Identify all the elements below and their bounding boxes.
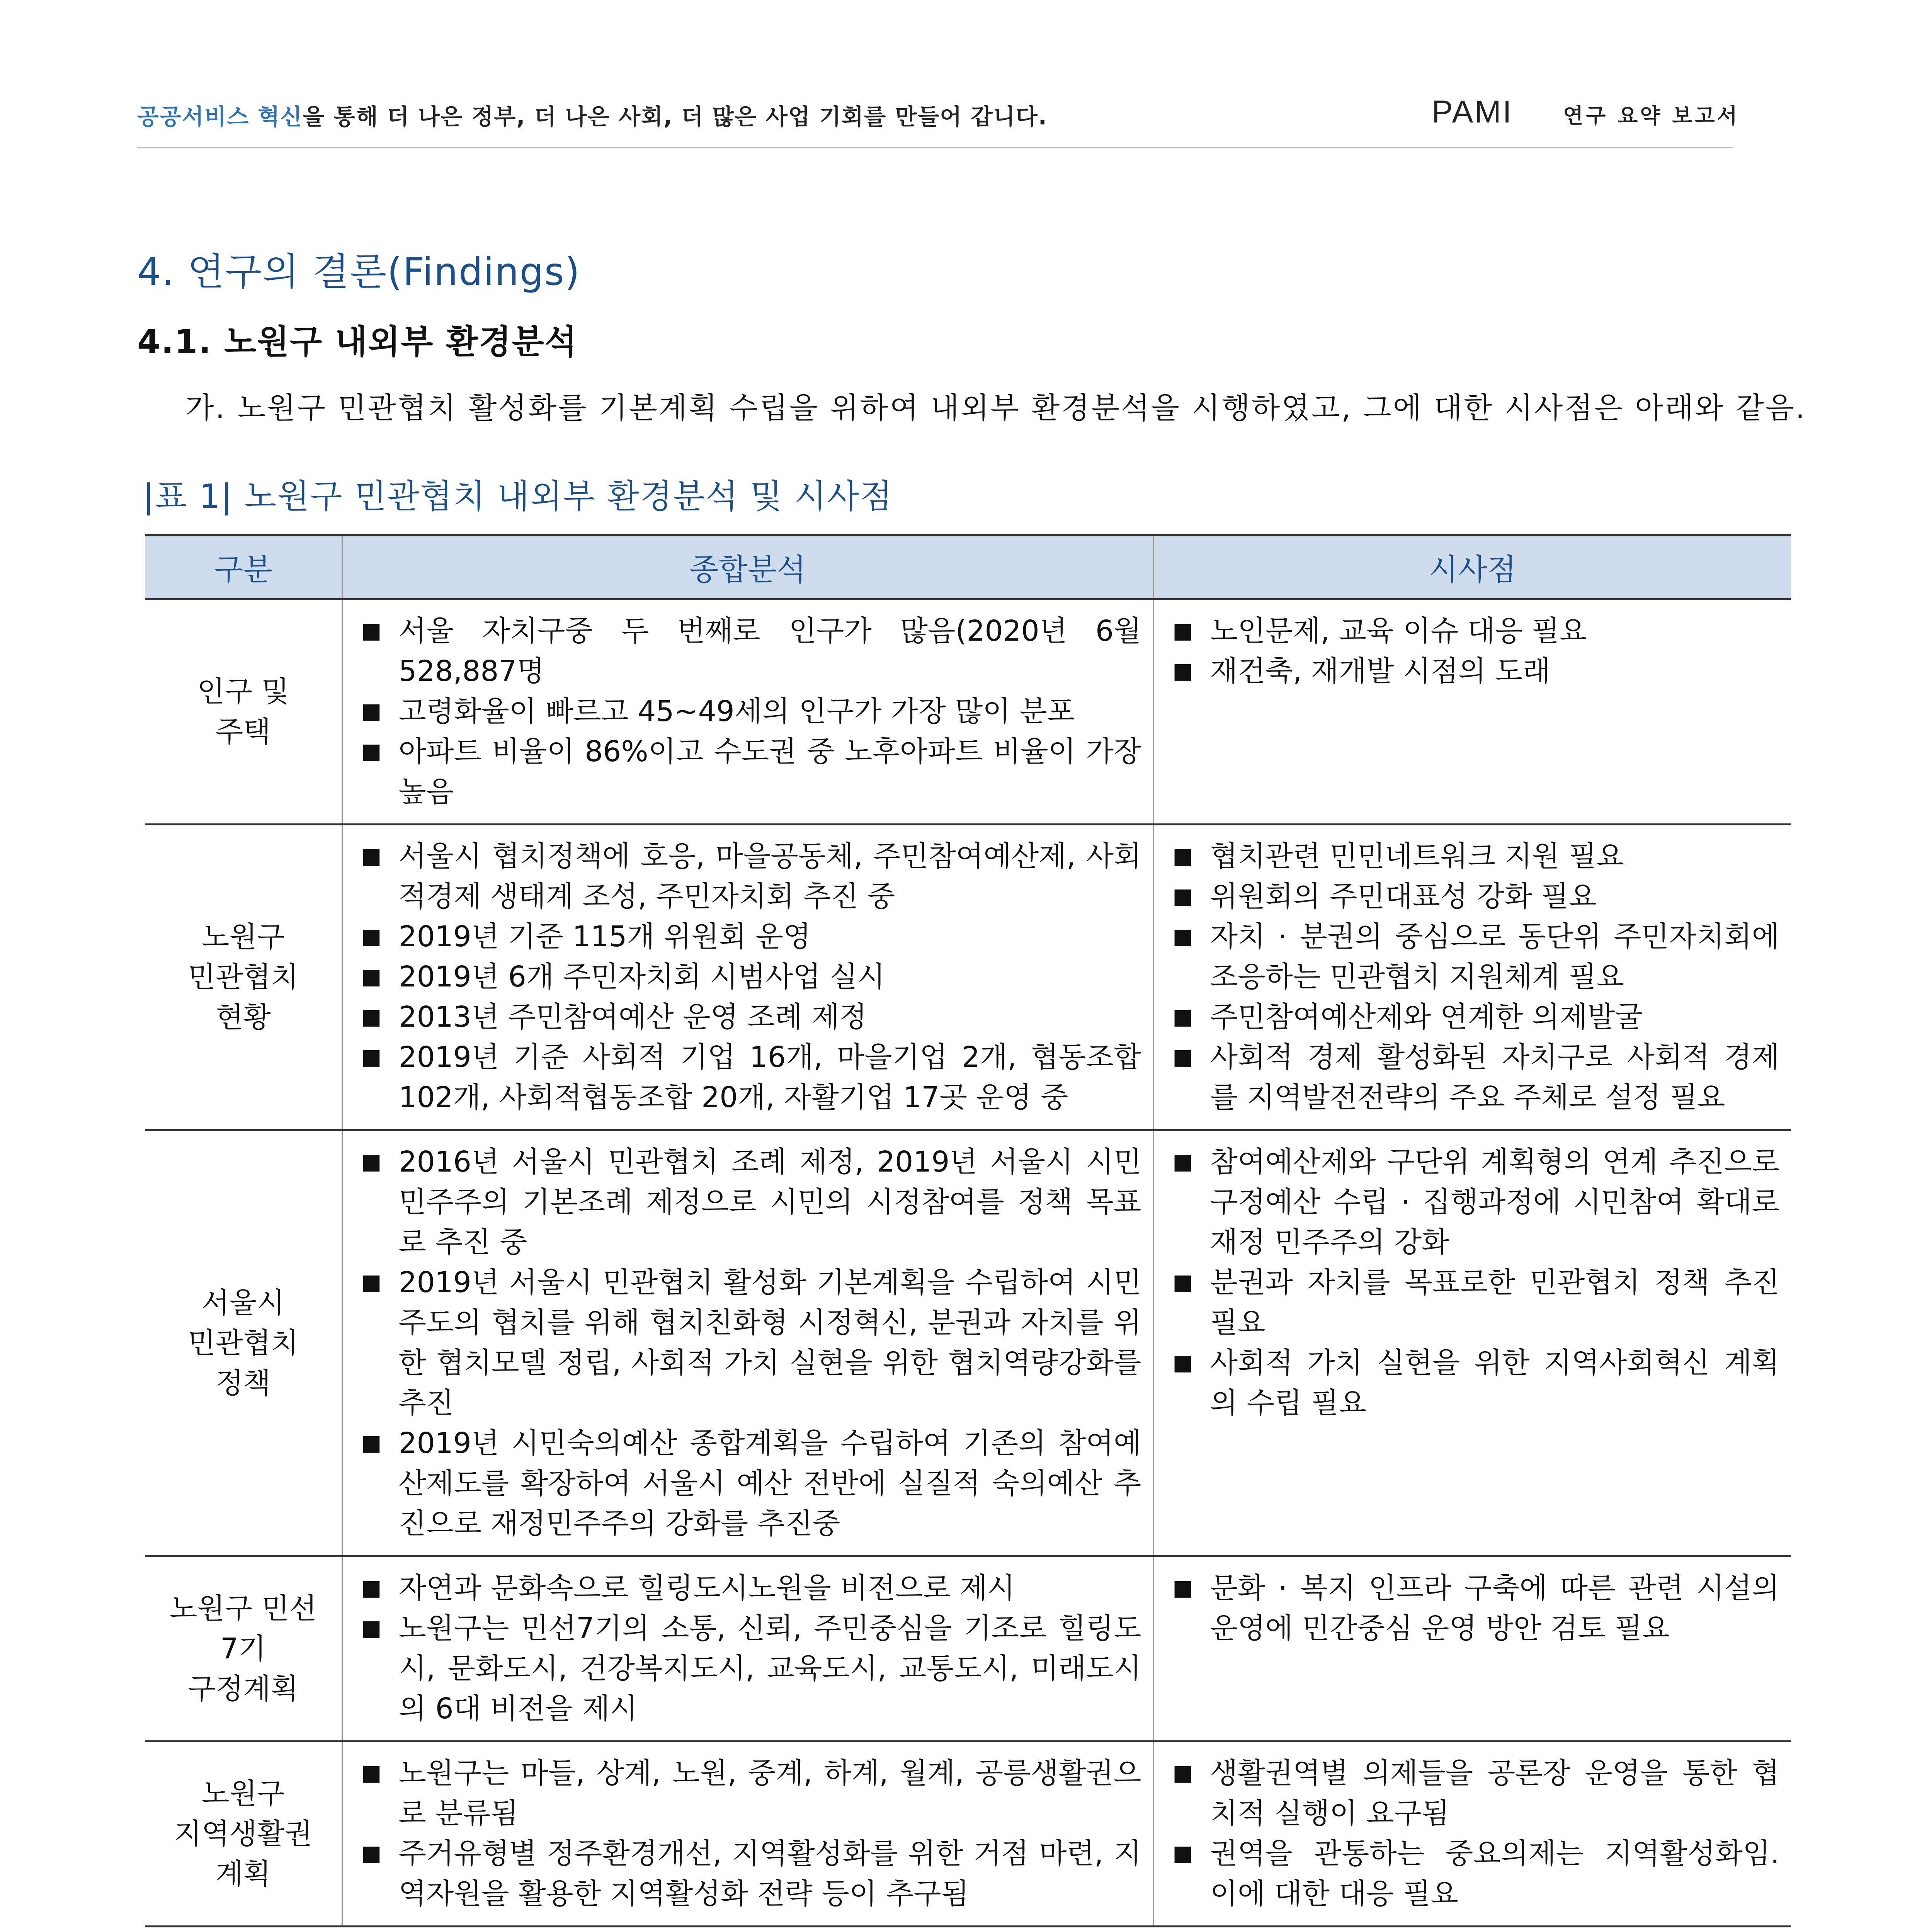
bullet-square-icon: ■ bbox=[1172, 1004, 1193, 1029]
row-analysis bbox=[342, 1556, 1153, 1742]
bullet-square-icon: ■ bbox=[361, 1760, 382, 1786]
list-item bbox=[354, 836, 1141, 917]
table-row bbox=[145, 825, 1791, 1130]
list-item bbox=[1166, 997, 1780, 1037]
list-item bbox=[354, 1423, 1141, 1544]
header-category: 구분 bbox=[145, 535, 342, 599]
section-heading: 4. 연구의 결론(Findings) bbox=[137, 250, 581, 294]
table-caption: |표 1| 노원구 민관협치 내외부 환경분석 및 시사점 bbox=[143, 477, 893, 516]
bullet-square-icon: ■ bbox=[361, 1149, 382, 1174]
category-line: 민관협치 bbox=[188, 1327, 299, 1360]
list-item-text: 2019년 기준 115개 위원회 운영 bbox=[398, 920, 811, 953]
bullet-square-icon: ■ bbox=[361, 964, 382, 989]
bullet-square-icon: ■ bbox=[361, 699, 382, 724]
list-item bbox=[354, 1608, 1141, 1729]
list-item-text: 서울시 협치정책에 호응, 마을공동체, 주민참여예산제, 사회적경제 생태계 조성, 주민자치회 추진 중 bbox=[398, 840, 1141, 913]
implications-list bbox=[1166, 611, 1780, 691]
list-item-text: 분권과 자치를 목표로한 민관협치 정책 추진 필요 bbox=[1210, 1266, 1779, 1339]
list-item bbox=[354, 997, 1141, 1037]
bullet-square-icon: ■ bbox=[1172, 884, 1193, 909]
list-item bbox=[354, 1833, 1141, 1914]
findings-table bbox=[145, 534, 1791, 1927]
list-item bbox=[1166, 1343, 1780, 1423]
slogan-rest: 을 통해 더 나은 정부, 더 나은 사회, 더 많은 사업 기회를 만들어 갑니다. bbox=[303, 104, 1048, 130]
list-item bbox=[1166, 917, 1780, 997]
table-row bbox=[145, 1130, 1791, 1556]
category-line: 정책 bbox=[215, 1367, 271, 1400]
implications-list bbox=[1166, 1142, 1780, 1423]
bullet-square-icon: ■ bbox=[361, 1616, 382, 1641]
slogan-highlight: 공공서비스 혁신 bbox=[137, 104, 303, 130]
table-row bbox=[145, 1556, 1791, 1742]
list-item bbox=[354, 691, 1141, 731]
analysis-list bbox=[354, 836, 1141, 1117]
list-item-text: 사회적 경제 활성화된 자치구로 사회적 경제를 지역발전전략의 주요 주체로 설정 필요 bbox=[1210, 1041, 1779, 1114]
list-item-text: 2016년 서울시 민관협치 조례 제정, 2019년 서울시 시민민주주의 기본조례 제정으로 시민의 시정참여를 정책 목표로 추진 중 bbox=[398, 1145, 1141, 1259]
category-line: 구정계획 bbox=[188, 1672, 299, 1706]
list-item-text: 재건축, 재개발 시점의 도래 bbox=[1210, 655, 1550, 688]
list-item-text: 2019년 6개 주민자치회 시범사업 실시 bbox=[398, 960, 885, 993]
table-header-row bbox=[145, 535, 1791, 599]
bullet-square-icon: ■ bbox=[1172, 844, 1193, 869]
analysis-list bbox=[354, 1568, 1141, 1729]
header-brand: PAMI bbox=[1432, 94, 1513, 129]
row-category bbox=[145, 599, 342, 825]
bullet-square-icon: ■ bbox=[361, 1270, 382, 1295]
bullet-square-icon: ■ bbox=[1172, 1270, 1193, 1295]
list-item bbox=[354, 1753, 1141, 1833]
list-item bbox=[1166, 1262, 1780, 1343]
list-item-text: 참여예산제와 구단위 계획형의 연계 추진으로 구정예산 수립 · 집행과정에 시민참여 확대로 재정 민주주의 강화 bbox=[1210, 1145, 1779, 1259]
list-item-text: 협치관련 민민네트워크 지원 필요 bbox=[1210, 840, 1624, 873]
list-item bbox=[354, 1037, 1141, 1117]
bullet-square-icon: ■ bbox=[361, 924, 382, 949]
list-item bbox=[1166, 611, 1780, 651]
category-line: 노원구 bbox=[202, 920, 285, 954]
table-row bbox=[145, 599, 1791, 825]
table-row bbox=[145, 1742, 1791, 1927]
list-item-text: 문화 · 복지 인프라 구축에 따른 관련 시설의 운영에 민간중심 운영 방안 검토 필요 bbox=[1210, 1571, 1779, 1645]
list-item bbox=[1166, 1833, 1780, 1914]
bullet-square-icon: ■ bbox=[361, 1575, 382, 1600]
category-line: 주택 bbox=[215, 715, 271, 748]
bullet-square-icon: ■ bbox=[1172, 618, 1193, 643]
row-implications bbox=[1153, 599, 1791, 825]
list-item-text: 2019년 시민숙의예산 종합계획을 수립하여 기존의 참여예산제도를 확장하여 서울시 예산 전반에 실질적 숙의예산 추진으로 재정민주주의 강화를 추진중 bbox=[398, 1427, 1141, 1540]
header-doc-type: 연구 요약 보고서 bbox=[1563, 104, 1740, 128]
bullet-square-icon: ■ bbox=[1172, 1149, 1193, 1174]
list-item bbox=[354, 1262, 1141, 1423]
list-item-text: 2019년 서울시 민관협치 활성화 기본계획을 수립하여 시민주도의 협치를 위해 협치친화형 시정혁신, 분권과 자치를 위한 협치모델 정립, 사회적 가치 실현을 위한 협치역량강화를 추진 bbox=[398, 1266, 1141, 1420]
list-item bbox=[1166, 651, 1780, 691]
list-item-text: 사회적 가치 실현을 위한 지역사회혁신 계획의 수립 필요 bbox=[1210, 1346, 1779, 1420]
list-item-text: 노원구는 마들, 상계, 노원, 중계, 하계, 월계, 공릉생활권으로 분류됨 bbox=[398, 1757, 1141, 1830]
bullet-square-icon: ■ bbox=[1172, 1841, 1193, 1866]
bullet-square-icon: ■ bbox=[1172, 1760, 1193, 1786]
row-implications bbox=[1153, 1742, 1791, 1927]
list-item-text: 생활권역별 의제들을 공론장 운영을 통한 협치적 실행이 요구됨 bbox=[1210, 1757, 1779, 1830]
list-item-text: 고령화율이 빠르고 45~49세의 인구가 가장 많이 분포 bbox=[398, 695, 1075, 728]
bullet-square-icon: ■ bbox=[1172, 1350, 1193, 1375]
category-line: 계획 bbox=[215, 1857, 271, 1891]
header-implications: 시사점 bbox=[1153, 535, 1791, 599]
header-slogan bbox=[137, 99, 1048, 131]
row-category bbox=[145, 1130, 342, 1556]
header-analysis: 종합분석 bbox=[342, 535, 1153, 599]
row-analysis bbox=[342, 1742, 1153, 1927]
analysis-list bbox=[354, 1142, 1141, 1544]
bullet-square-icon: ■ bbox=[1172, 924, 1193, 949]
category-line: 서울시 bbox=[202, 1286, 285, 1320]
bullet-square-icon: ■ bbox=[361, 1430, 382, 1456]
row-implications bbox=[1153, 825, 1791, 1130]
page-header bbox=[137, 94, 1740, 144]
implications-list bbox=[1166, 1568, 1780, 1648]
bullet-square-icon: ■ bbox=[361, 1004, 382, 1029]
category-line: 민관협치 bbox=[188, 961, 299, 994]
list-item bbox=[354, 957, 1141, 997]
list-item bbox=[354, 611, 1141, 691]
list-item-text: 자치 · 분권의 중심으로 동단위 주민자치회에 조응하는 민관협치 지원체계 필요 bbox=[1210, 920, 1779, 993]
list-item bbox=[1166, 1753, 1780, 1833]
category-line: 7기 bbox=[220, 1632, 266, 1665]
row-implications bbox=[1153, 1130, 1791, 1556]
row-category bbox=[145, 1742, 342, 1927]
implications-list bbox=[1166, 1753, 1780, 1914]
list-item-text: 노원구는 민선7기의 소통, 신뢰, 주민중심을 기조로 힐링도시, 문화도시, 건강복지도시, 교육도시, 교통도시, 미래도시의 6대 비전을 제시 bbox=[398, 1612, 1141, 1725]
list-item-text: 아파트 비율이 86%이고 수도권 중 노후아파트 비율이 가장 높음 bbox=[398, 735, 1141, 808]
list-item bbox=[354, 731, 1141, 812]
bullet-square-icon: ■ bbox=[1172, 658, 1193, 684]
list-item bbox=[1166, 1568, 1780, 1648]
list-item-text: 권역을 관통하는 중요의제는 지역활성화임. 이에 대한 대응 필요 bbox=[1210, 1837, 1779, 1910]
list-item bbox=[354, 917, 1141, 957]
bullet-square-icon: ■ bbox=[361, 739, 382, 764]
row-implications bbox=[1153, 1556, 1791, 1742]
bullet-square-icon: ■ bbox=[361, 1044, 382, 1070]
bullet-square-icon: ■ bbox=[1172, 1044, 1193, 1070]
list-item-text: 자연과 문화속으로 힐링도시노원을 비전으로 제시 bbox=[398, 1571, 1015, 1605]
bullet-square-icon: ■ bbox=[361, 844, 382, 869]
intro-paragraph: 가. 노원구 민관협치 활성화를 기본계획 수립을 위하여 내외부 환경분석을 시행하였고, 그에 대한 시사점은 아래와 같음. bbox=[185, 391, 1806, 425]
list-item bbox=[1166, 836, 1780, 876]
list-item-text: 위원회의 주민대표성 강화 필요 bbox=[1210, 880, 1597, 913]
list-item bbox=[1166, 1142, 1780, 1262]
implications-list bbox=[1166, 836, 1780, 1117]
list-item bbox=[354, 1568, 1141, 1608]
list-item-text: 2013년 주민참여예산 운영 조례 제정 bbox=[398, 1000, 867, 1034]
list-item bbox=[354, 1142, 1141, 1262]
list-item-text: 주민참여예산제와 연계한 의제발굴 bbox=[1210, 1000, 1643, 1034]
category-line: 현황 bbox=[215, 1001, 271, 1034]
row-category bbox=[145, 1556, 342, 1742]
list-item bbox=[1166, 1037, 1780, 1117]
row-analysis bbox=[342, 825, 1153, 1130]
subsection-heading: 4.1. 노원구 내외부 환경분석 bbox=[137, 323, 578, 361]
analysis-list bbox=[354, 611, 1141, 812]
list-item-text: 노인문제, 교육 이슈 대응 필요 bbox=[1210, 614, 1587, 648]
category-line: 노원구 민선 bbox=[169, 1592, 317, 1625]
category-line: 노원구 bbox=[202, 1777, 285, 1810]
bullet-square-icon: ■ bbox=[361, 1841, 382, 1866]
list-item bbox=[1166, 876, 1780, 917]
category-line: 인구 및 bbox=[197, 675, 289, 708]
bullet-square-icon: ■ bbox=[1172, 1575, 1193, 1600]
row-category bbox=[145, 825, 342, 1130]
table-body bbox=[145, 599, 1791, 1927]
category-line: 지역생활권 bbox=[174, 1817, 312, 1850]
header-divider bbox=[137, 147, 1733, 148]
bullet-square-icon: ■ bbox=[361, 618, 382, 643]
list-item-text: 2019년 기준 사회적 기업 16개, 마을기업 2개, 협동조합 102개, 사회적협동조합 20개, 자활기업 17곳 운영 중 bbox=[398, 1041, 1141, 1114]
row-analysis bbox=[342, 599, 1153, 825]
list-item-text: 서울 자치구중 두 번째로 인구가 많음(2020년 6월 528,887명 bbox=[398, 614, 1141, 688]
list-item-text: 주거유형별 정주환경개선, 지역활성화를 위한 거점 마련, 지역자원을 활용한 지역활성화 전략 등이 추구됨 bbox=[398, 1837, 1141, 1910]
analysis-list bbox=[354, 1753, 1141, 1914]
row-analysis bbox=[342, 1130, 1153, 1556]
